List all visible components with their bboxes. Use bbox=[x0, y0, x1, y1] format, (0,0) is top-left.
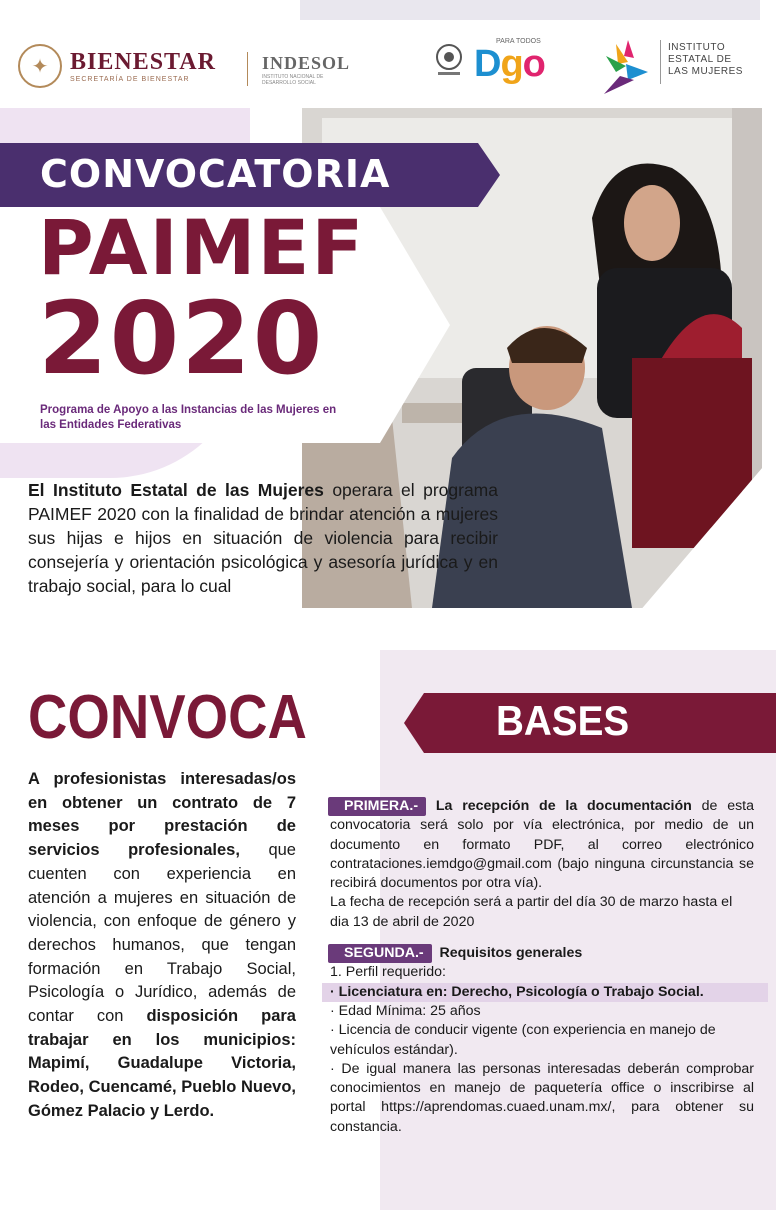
intro-paragraph bbox=[28, 478, 498, 598]
dgo-letter-d: D bbox=[474, 43, 501, 85]
bases-body bbox=[330, 797, 754, 1137]
convocatoria-title: CONVOCATORIA bbox=[40, 152, 391, 196]
iem-name bbox=[668, 42, 743, 78]
primera-bold: La recepción de la documentación bbox=[435, 798, 692, 814]
dgo-tagline: PARA TODOS bbox=[496, 38, 541, 45]
program-full-name: Programa de Apoyo a las Instancias de las Mujeres en las Entidades Federativas bbox=[40, 404, 337, 431]
divider bbox=[247, 52, 248, 86]
indesol-name: INDESOL bbox=[262, 53, 351, 73]
indesol-sub: INSTITUTO NACIONAL DE DESARROLLO SOCIAL bbox=[262, 74, 324, 86]
licencia-line: · Licencia de conducir vigente (con experiencia en manejo de vehículos estándar). bbox=[330, 1022, 716, 1058]
dgo-letter-o: o bbox=[522, 43, 545, 85]
edad-line: · Edad Mínima: 25 años bbox=[330, 1002, 481, 1019]
iem-bird-logo-icon bbox=[598, 36, 654, 96]
durango-seal-icon bbox=[432, 40, 466, 80]
primera-text: de esta convocatoria será solo por vía electrónica, por medio de un documento en formato PDF, al correo electrónico contrataciones.iemdgo@gmail.com (bajo ninguna circunstancia se recibirá documentos por otra vía). bbox=[330, 798, 755, 892]
convoca-bold-1: A profesionistas interesadas/os en obtener un contrato de 7 meses por prestación de servicios profesionales, bbox=[28, 770, 296, 860]
segunda-title: Requisitos generales bbox=[439, 945, 583, 962]
perfil-line: 1. Perfil requerido: bbox=[330, 964, 446, 981]
dgo-word bbox=[474, 45, 545, 83]
intro-text: operara el programa PAIMEF 2020 con la finalidad de brindar atención a mujeres sus hijas e hijos en situación de violencia para recibir consejería y orientación psicológica y asesoría jurídica y en trabajo social, para lo cual bbox=[28, 480, 498, 596]
header-strip bbox=[300, 0, 760, 20]
program-year: 2020 bbox=[38, 280, 325, 397]
bienestar-name: BIENESTAR bbox=[70, 48, 216, 75]
segunda-label: SEGUNDA.- bbox=[328, 944, 432, 963]
bienestar-logo bbox=[18, 44, 216, 88]
program-title: PAIMEF bbox=[38, 203, 366, 292]
dgo-letter-g: g bbox=[500, 43, 523, 85]
licenciatura-line: · Licenciatura en: Derecho, Psicología o Trabajo Social. bbox=[322, 983, 768, 1002]
convoca-text-1: que cuenten con experiencia en atención a mujeres en situación de violencia, con enfoque de género y derechos humanos, que tengan formación en Trabajo Social, Psicología o Jurídico, además de contar con bbox=[28, 841, 296, 1026]
iem-line: INSTITUTO bbox=[668, 42, 726, 53]
iem-line: LAS MUJERES bbox=[668, 66, 743, 77]
intro-bold: El Instituto Estatal de las Mujeres bbox=[28, 480, 324, 500]
mexico-seal-icon: ✦ bbox=[18, 44, 62, 88]
bienestar-sub: SECRETARÍA DE BIENESTAR bbox=[70, 75, 190, 83]
iem-line: ESTATAL DE bbox=[668, 54, 732, 65]
convoca-body bbox=[28, 768, 296, 1124]
convoca-bold-2: disposición para trabajar en los municipios: Mapimí, Guadalupe Victoria, Rodeo, Cuencamé, Pueblo Nuevo, Gómez Palacio y Lerdo. bbox=[28, 1007, 296, 1120]
primera-label: PRIMERA.- bbox=[328, 797, 426, 816]
paqueteria-line: · De igual manera las personas interesadas deberán comprobar conocimientos en manejo de paquetería office o inscribirse al portal https://aprendomas.cuaed.unam.mx/, para obtener su constancia. bbox=[330, 1060, 754, 1135]
primera-dates: La fecha de recepción será a partir del día 30 de marzo hasta el dia 13 de abril de 2020 bbox=[330, 894, 733, 930]
indesol-logo bbox=[262, 54, 350, 86]
divider bbox=[660, 40, 661, 84]
durango-logo bbox=[474, 38, 545, 83]
convoca-title: CONVOCA bbox=[28, 683, 307, 752]
bases-title: BASES bbox=[496, 697, 630, 744]
